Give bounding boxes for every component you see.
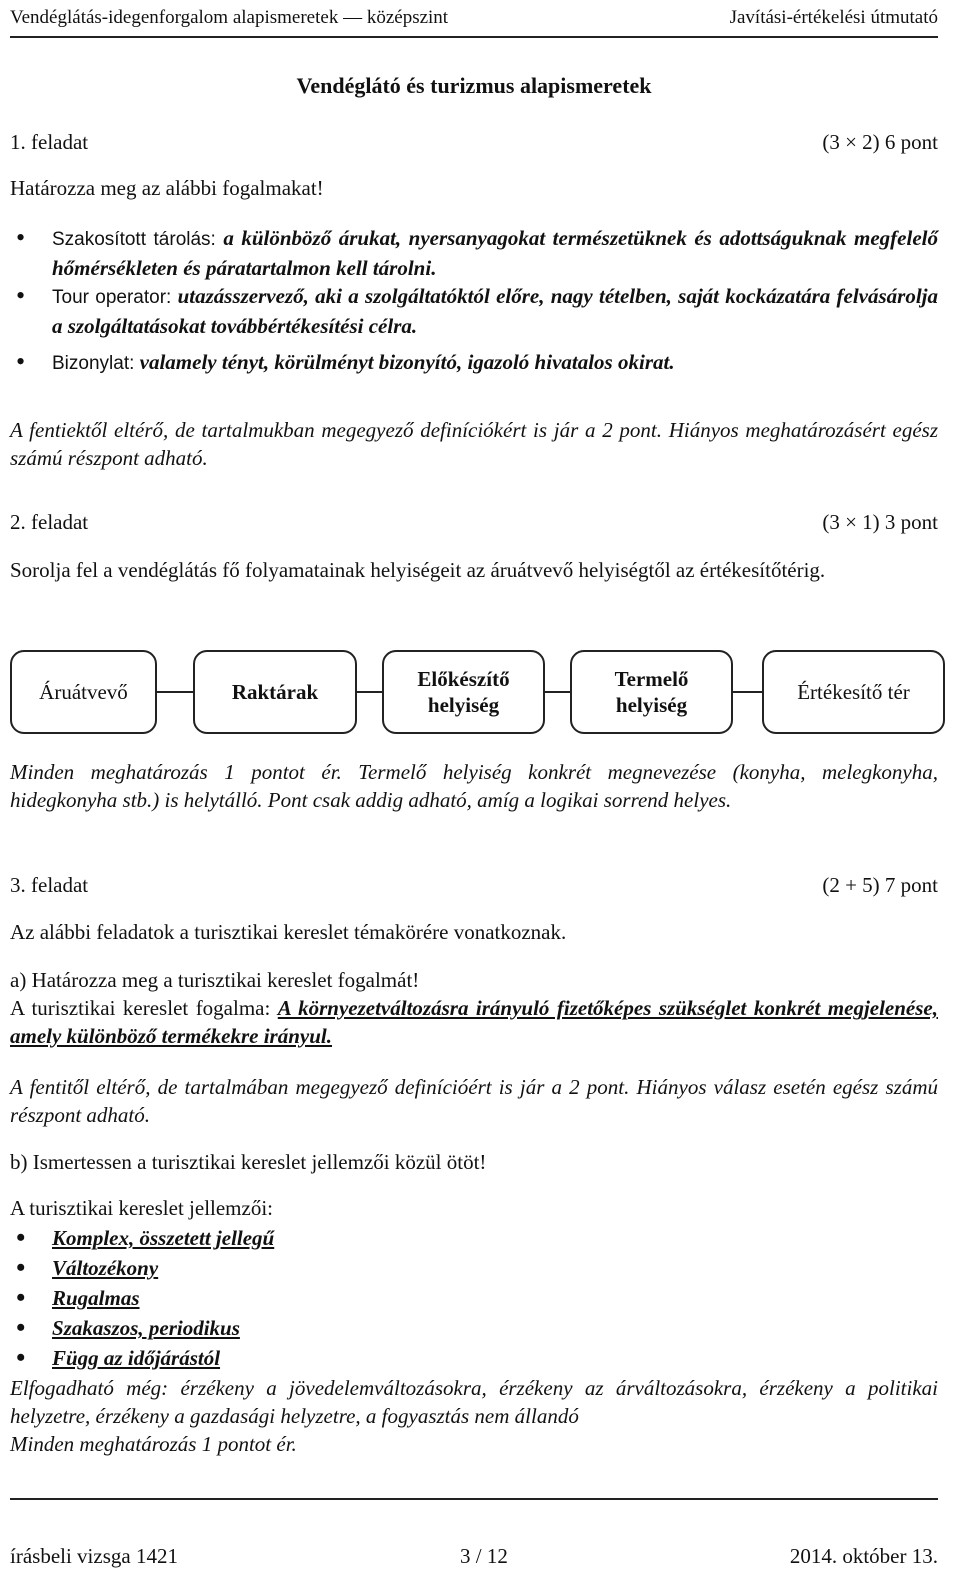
task3b-note: Minden meghatározás 1 pontot ér. (10, 1432, 297, 1456)
task3-intro: Az alábbi feladatok a turisztikai kereslet témakörére vonatkoznak. (10, 920, 567, 944)
definition: a különböző árukat, nyersanyagokat természetüknek és adottságuknak megfelelő hőmérsékleten és páratartalmon kell tárolni. (52, 226, 938, 280)
section-title: Vendéglátó és turizmus alapismeretek (296, 73, 652, 98)
task1-item-3 (10, 348, 938, 378)
flow-box-aruatvevo (10, 650, 157, 734)
task3b-list (10, 1223, 938, 1373)
task2-points: (3 × 1) 3 pont (822, 510, 938, 534)
characteristic-item: • Függ az időjárástól (10, 1343, 938, 1373)
box-label: Előkészítő (417, 667, 510, 691)
process-flow-diagram (10, 650, 945, 736)
box-label-2: helyiség (427, 693, 500, 717)
characteristic-item: • Változékony (10, 1253, 938, 1283)
footer-rule (10, 1498, 938, 1500)
task1-points: (3 × 2) 6 pont (822, 130, 938, 154)
characteristic-item: • Rugalmas (10, 1283, 938, 1313)
box-label: Raktárak (231, 680, 319, 704)
task1-item-1 (10, 224, 938, 282)
header-left: Vendéglátás-idegenforgalom alapismeretek — középszint (10, 7, 449, 28)
task1-instruction: Határozza meg az alábbi fogalmakat! (10, 176, 324, 200)
term: Tour operator: (52, 287, 178, 308)
task2-heading (10, 508, 938, 536)
box-label: Értékesítő tér (797, 680, 910, 704)
definition: valamely tényt, körülményt bizonyító, igazoló hivatalos okirat. (139, 350, 675, 374)
connector (543, 691, 571, 693)
task1-heading (10, 128, 938, 156)
task2-instruction: Sorolja fel a vendéglátás fő folyamatainak helyiségeit az áruátvevő helyiségtől az értékesítőtérig. (10, 558, 826, 582)
connector (355, 691, 383, 693)
flow-box-termelo (570, 650, 733, 734)
task3b-intro: A turisztikai kereslet jellemzői: (10, 1196, 274, 1220)
task1-list (10, 224, 938, 378)
term: Bizonylat: (52, 353, 140, 374)
task3b-extra: Elfogadható még: érzékeny a jövedelemváltozásokra, érzékeny az árváltozásokra, érzékeny a politikai helyzetre, érzékeny a gazdasági helyzetre, a fogyasztás nem állandó (10, 1376, 938, 1428)
task2-note: Minden meghatározás 1 pontot ér. Termelő helyiség konkrét megnevezése (konyha, melegkonyha, hidegkonyha stb.) is helytálló. Pont csak addig adható, amíg a logikai sorrend helyes. (10, 760, 938, 812)
task3-label: 3. feladat (10, 873, 89, 897)
task1-note: A fentiektől eltérő, de tartalmukban megegyező definíciókért is jár a 2 pont. Hiányos meghatározásért egész számú részpont adható. (10, 418, 938, 470)
box-label: Termelő (614, 667, 689, 691)
task3-heading (10, 871, 938, 899)
characteristic-item: • Szakaszos, periodikus (10, 1313, 938, 1343)
flow-box-ertekesito (762, 650, 945, 734)
task3b-question: b) Ismertessen a turisztikai kereslet jellemzői közül ötöt! (10, 1150, 487, 1174)
task1-item-2 (10, 282, 938, 340)
footer-page-number: 3 / 12 (459, 1544, 508, 1568)
task2-label: 2. feladat (10, 510, 89, 534)
task3a-answer (10, 994, 938, 1050)
flow-box-elokeszito (382, 650, 545, 734)
box-label: Áruátvevő (39, 680, 128, 704)
box-label-2: helyiség (615, 693, 688, 717)
page-footer (10, 1542, 938, 1570)
task3a-question: a) Határozza meg a turisztikai kereslet fogalmát! (10, 968, 420, 992)
footer-left: írásbeli vizsga 1421 (10, 1544, 178, 1568)
connector (731, 691, 763, 693)
answer-text: A környezetváltozásra irányuló fizetőképes szükséglet konkrét megjelenése, amely különböző termékekre irányul. (10, 996, 938, 1048)
task3a-note: A fentitől eltérő, de tartalmában megegyező definícióért is jár a 2 pont. Hiányos válasz esetén egész számú részpont adható. (10, 1075, 938, 1127)
answer-prefix: A turisztikai kereslet fogalma: (10, 996, 278, 1020)
characteristic-item: • Komplex, összetett jellegű (10, 1223, 938, 1253)
page-header (10, 4, 938, 32)
footer-date: 2014. október 13. (789, 1544, 938, 1568)
flow-box-raktarak (193, 650, 357, 734)
connector (155, 691, 195, 693)
header-right: Javítási-értékelési útmutató (729, 7, 938, 28)
task3-points: (2 + 5) 7 pont (822, 873, 938, 897)
definition: utazásszervező, aki a szolgáltatóktól előre, nagy tételben, saját kockázatára felvásárolja a szolgáltatásokat továbbértékesítési célra. (52, 284, 938, 338)
task1-label: 1. feladat (10, 130, 89, 154)
term: Szakosított tárolás: (52, 229, 224, 250)
header-rule (10, 36, 938, 38)
